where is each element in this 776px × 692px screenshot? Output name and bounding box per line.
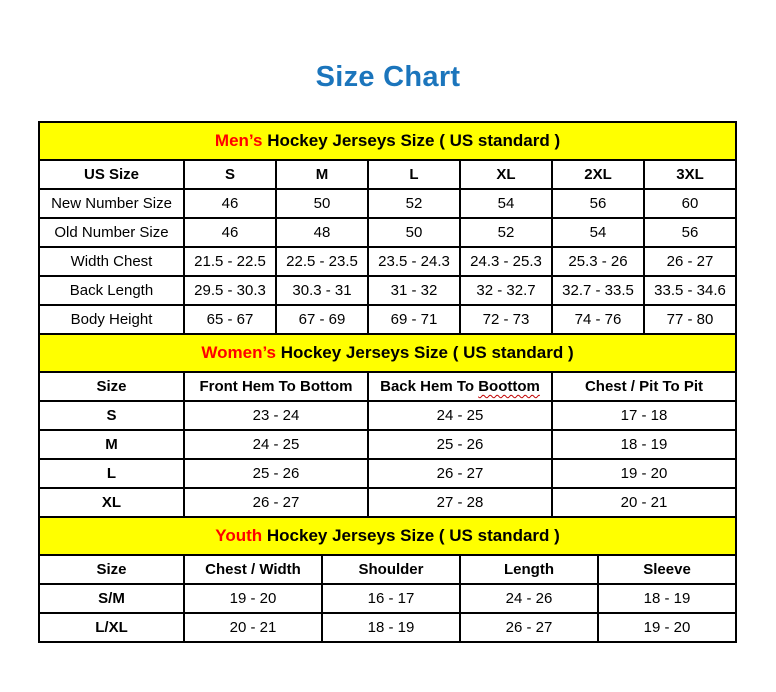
womens-section-highlight: Women’s: [201, 343, 276, 362]
data-cell: 46: [184, 218, 276, 247]
data-cell: 17 - 18: [552, 401, 736, 430]
column-header-cell: Chest / Pit To Pit: [552, 372, 736, 401]
row-label-cell: L: [39, 459, 184, 488]
column-header-cell: XL: [460, 160, 552, 189]
data-cell: 16 - 17: [322, 584, 460, 613]
misspelled-word: Boottom: [478, 378, 540, 395]
column-header-cell: Length: [460, 555, 598, 584]
column-header-cell: Sleeve: [598, 555, 736, 584]
data-cell: 24 - 25: [368, 401, 552, 430]
column-header-cell: [368, 372, 552, 401]
data-cell: 23.5 - 24.3: [368, 247, 460, 276]
data-cell: 24 - 26: [460, 584, 598, 613]
data-cell: 56: [552, 189, 644, 218]
column-header-cell: Front Hem To Bottom: [184, 372, 368, 401]
page-title: Size Chart: [315, 61, 461, 93]
youth-section-band: [39, 517, 736, 555]
data-cell: 21.5 - 22.5: [184, 247, 276, 276]
data-cell: 52: [368, 189, 460, 218]
row-label-cell: M: [39, 430, 184, 459]
mens-section-highlight: Men’s: [214, 131, 263, 150]
row-label-cell: S/M: [39, 584, 184, 613]
data-cell: 50: [276, 189, 368, 218]
womens-section-title-rest: Hockey Jerseys Size ( US standard ): [276, 343, 574, 362]
mens-section-band: [39, 122, 736, 160]
column-header-cell: 2XL: [552, 160, 644, 189]
row-label-cell: Old Number Size: [39, 218, 184, 247]
table-row: [39, 247, 736, 276]
youth-section-highlight: Youth: [215, 526, 263, 545]
data-cell: 54: [460, 189, 552, 218]
data-cell: 60: [644, 189, 736, 218]
data-cell: 24.3 - 25.3: [460, 247, 552, 276]
data-cell: 33.5 - 34.6: [644, 276, 736, 305]
row-label-cell: Width Chest: [39, 247, 184, 276]
data-cell: 23 - 24: [184, 401, 368, 430]
row-label-cell: S: [39, 401, 184, 430]
data-cell: 27 - 28: [368, 488, 552, 517]
data-cell: 69 - 71: [368, 305, 460, 334]
data-cell: 26 - 27: [368, 459, 552, 488]
data-cell: 74 - 76: [552, 305, 644, 334]
data-cell: 24 - 25: [184, 430, 368, 459]
data-cell: 19 - 20: [552, 459, 736, 488]
size-chart-tables: [38, 121, 735, 643]
table-row: [39, 613, 736, 642]
data-cell: 31 - 32: [368, 276, 460, 305]
data-cell: 29.5 - 30.3: [184, 276, 276, 305]
mens-section-title: [39, 122, 736, 160]
table-row: [39, 584, 736, 613]
data-cell: 26 - 27: [460, 613, 598, 642]
womens-header-row: [39, 372, 736, 401]
row-label-cell: L/XL: [39, 613, 184, 642]
data-cell: 25 - 26: [368, 430, 552, 459]
womens-section-band: [39, 334, 736, 372]
data-cell: 48: [276, 218, 368, 247]
column-header-cell: 3XL: [644, 160, 736, 189]
table-row: [39, 276, 736, 305]
data-cell: 26 - 27: [184, 488, 368, 517]
data-cell: 20 - 21: [184, 613, 322, 642]
data-cell: 19 - 20: [598, 613, 736, 642]
youth-section-title-rest: Hockey Jerseys Size ( US standard ): [262, 526, 560, 545]
row-label-cell: XL: [39, 488, 184, 517]
data-cell: 46: [184, 189, 276, 218]
data-cell: 56: [644, 218, 736, 247]
data-cell: 18 - 19: [322, 613, 460, 642]
table-row: [39, 488, 736, 517]
youth-size-table: [38, 516, 737, 643]
data-cell: 32.7 - 33.5: [552, 276, 644, 305]
column-header-cell: L: [368, 160, 460, 189]
data-cell: 18 - 19: [552, 430, 736, 459]
column-header-cell: Size: [39, 372, 184, 401]
row-label-cell: Back Length: [39, 276, 184, 305]
table-row: [39, 401, 736, 430]
data-cell: 18 - 19: [598, 584, 736, 613]
column-header-cell: US Size: [39, 160, 184, 189]
table-row: [39, 459, 736, 488]
data-cell: 25.3 - 26: [552, 247, 644, 276]
table-row: [39, 189, 736, 218]
column-header-cell: Size: [39, 555, 184, 584]
youth-section-title: [39, 517, 736, 555]
youth-header-row: [39, 555, 736, 584]
womens-section-title: [39, 334, 736, 372]
column-header-cell: S: [184, 160, 276, 189]
mens-header-row: [39, 160, 736, 189]
table-row: [39, 218, 736, 247]
data-cell: 22.5 - 23.5: [276, 247, 368, 276]
mens-section-title-rest: Hockey Jerseys Size ( US standard ): [262, 131, 561, 150]
data-cell: 32 - 32.7: [460, 276, 552, 305]
data-cell: 19 - 20: [184, 584, 322, 613]
column-header-cell: Chest / Width: [184, 555, 322, 584]
data-cell: 77 - 80: [644, 305, 736, 334]
row-label-cell: Body Height: [39, 305, 184, 334]
data-cell: 72 - 73: [460, 305, 552, 334]
data-cell: 25 - 26: [184, 459, 368, 488]
column-header-cell: Shoulder: [322, 555, 460, 584]
womens-size-table: [38, 333, 737, 518]
data-cell: 65 - 67: [184, 305, 276, 334]
data-cell: 54: [552, 218, 644, 247]
column-header-cell: M: [276, 160, 368, 189]
data-cell: 26 - 27: [644, 247, 736, 276]
row-label-cell: New Number Size: [39, 189, 184, 218]
table-row: [39, 305, 736, 334]
data-cell: 67 - 69: [276, 305, 368, 334]
data-cell: 30.3 - 31: [276, 276, 368, 305]
table-row: [39, 430, 736, 459]
data-cell: 52: [460, 218, 552, 247]
column-header-text: Back Hem To: [380, 378, 479, 395]
mens-size-table: [38, 121, 737, 335]
data-cell: 20 - 21: [552, 488, 736, 517]
data-cell: 50: [368, 218, 460, 247]
